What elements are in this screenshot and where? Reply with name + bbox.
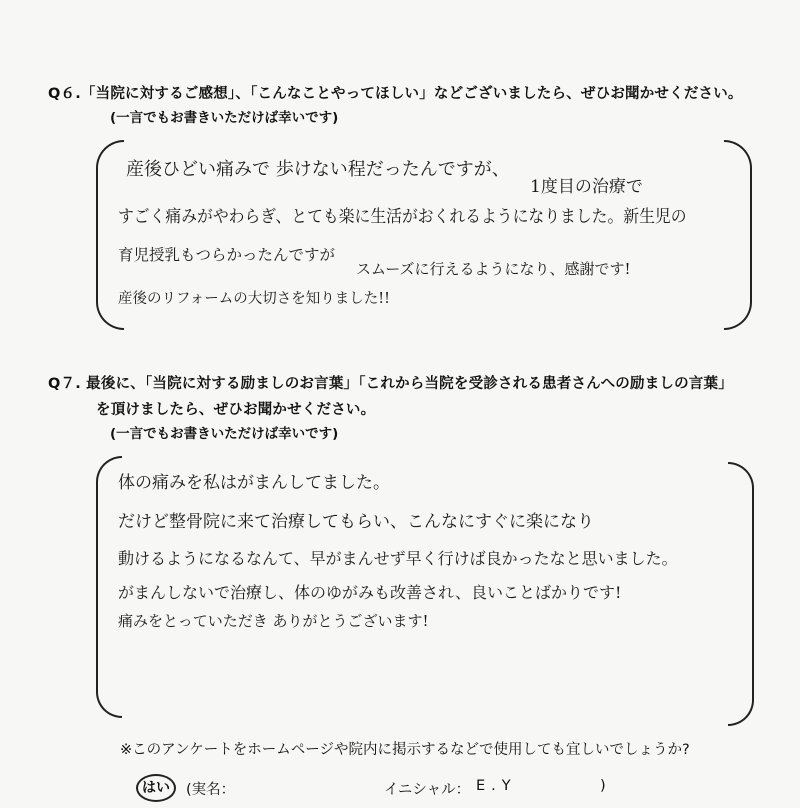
q6-answer-line-4: 育児授乳もつらかったんですが [118, 246, 336, 264]
q7-answer-bracket-right [728, 462, 754, 726]
q6-answer-line-2: 1度目の治療で [530, 177, 643, 197]
q6-answer-line-3: すごく痛みがやわらぎ、とても楽に生活がおくれるようになりました。新生児の [118, 207, 687, 227]
yes-option-circled: はい [136, 774, 176, 802]
q7-question-subtitle: (一言でもお書きいただけば幸いです) [110, 426, 339, 442]
q7-question-title-line-2: を頂けましたら、ぜひお聞かせください。 [96, 402, 376, 418]
initial-label: イニシャル： [384, 782, 471, 798]
q7-question-title-line-1: Q７. 最後に、「当院に対する励ましのお言葉」「これから当院を受診される患者さんへの励ましの言葉」 [48, 376, 733, 392]
q7-answer-line-2: だけど整骨院に来て治療してもらい、こんなにすぐに楽になり [118, 512, 594, 532]
q7-answer-line-4: がまんしないで治療し、体のゆがみも改善され、良いことばかりです! [118, 583, 622, 602]
q6-answer-bracket-right [724, 140, 752, 330]
q6-question-title: Q６.「当院に対するご感想」、「こんなことやってほしい」などございましたら、ぜひお聞かせください。 [48, 86, 743, 102]
usage-permission-note: ※このアンケートをホームページや院内に掲示するなどで使用しても宜しいでしょうか? [120, 742, 690, 758]
q6-answer-line-5: スムーズに行えるようになり、感謝です! [356, 260, 631, 278]
real-name-label: (実名： [186, 782, 236, 798]
q6-answer-line-6: 産後のリフォームの大切さを知りました!! [118, 291, 390, 307]
q7-answer-line-3: 動けるようになるなんて、早がまんせず早く行けば良かったなと思いました。 [118, 549, 678, 568]
q6-answer-line-1: 産後ひどい痛みで 歩けない程だったんですが、 [126, 159, 510, 180]
closing-paren: ) [600, 778, 606, 794]
q7-answer-line-1: 体の痛みを私はがまんしてました。 [118, 473, 390, 493]
initial-value: E.Y [476, 778, 517, 794]
q6-question-subtitle: (一言でもお書きいただけば幸いです) [110, 110, 339, 126]
q7-answer-line-5: 痛みをとっていただき ありがとうございます! [118, 612, 429, 630]
